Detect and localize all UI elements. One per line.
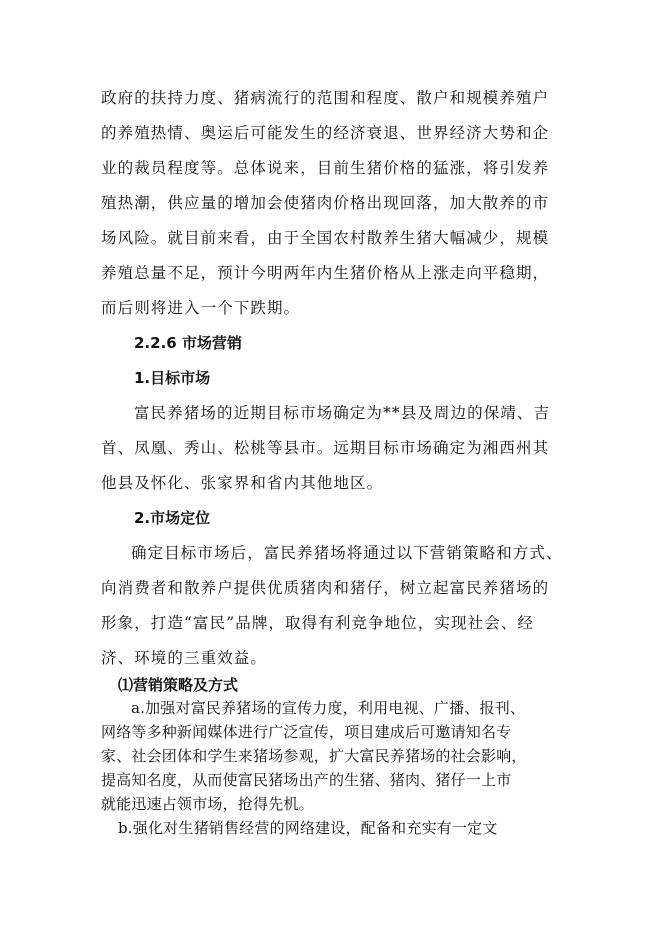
body-text-line: 他县及怀化、张家界和省内其他地区。 bbox=[101, 474, 384, 492]
list-item-a-line: a.加强对富民养猪场的宣传力度，利用电视、广播、报刊、 bbox=[131, 699, 526, 717]
body-text-line: 而后则将进入一个下跌期。 bbox=[101, 299, 301, 317]
list-item-a-line: 就能迅速占领市场，抢得先机。 bbox=[101, 795, 314, 813]
body-text-line: 业的裁员程度等。总体说来，目前生猪价格的猛涨，将引发养 bbox=[101, 159, 550, 177]
body-text-line: 殖热潮，供应量的增加会使猪肉价格出现回落，加大散养的市 bbox=[101, 194, 550, 212]
subsection-heading-target-market: 1.目标市场 bbox=[134, 369, 211, 387]
subsection-heading-marketing-strategy: ⑴营销策略及方式 bbox=[118, 676, 239, 694]
list-item-a-line: 网络等多种新闻媒体进行广泛宣传，项目建成后可邀请知名专 bbox=[101, 723, 512, 741]
body-text-line: 首、凤凰、秀山、松桃等县市。远期目标市场确定为湘西州其 bbox=[101, 439, 550, 457]
section-heading: 2.2.6 市场营销 bbox=[134, 334, 242, 352]
body-text-line: 济、环境的三重效益。 bbox=[101, 649, 268, 667]
list-item-a-line: 家、社会团体和学生来猪场参观，扩大富民养猪场的社会影响， bbox=[101, 747, 527, 765]
list-item-b-line: b.强化对生猪销售经营的网络建设，配备和充实有一定文 bbox=[118, 819, 498, 837]
body-text-line: 养殖总量不足，预计今明两年内生猪价格从上涨走向平稳期， bbox=[101, 264, 550, 282]
body-text-line: 政府的扶持力度、猪病流行的范围和程度、散户和规模养殖户 bbox=[101, 89, 550, 107]
body-text-line: 形象，打造“富民”品牌，取得有利竞争地位，实现社会、经 bbox=[101, 614, 535, 632]
body-text-line: 确定目标市场后，富民养猪场将通过以下营销策略和方式、 bbox=[131, 544, 563, 562]
body-text-line: 向消费者和散养户提供优质猪肉和猪仔，树立起富民养猪场的 bbox=[101, 579, 550, 597]
body-text-line: 场风险。就目前来看，由于全国农村散养生猪大幅减少，规模 bbox=[101, 229, 550, 247]
body-text-line: 的养殖热情、奥运后可能发生的经济衰退、世界经济大势和企 bbox=[101, 124, 550, 142]
list-item-a-line: 提高知名度，从而使富民猪场出产的生猪、猪肉、猪仔一上市 bbox=[101, 771, 512, 789]
subsection-heading-market-positioning: 2.市场定位 bbox=[134, 509, 211, 527]
body-text-line: 富民养猪场的近期目标市场确定为**县及周边的保靖、吉 bbox=[134, 404, 551, 422]
